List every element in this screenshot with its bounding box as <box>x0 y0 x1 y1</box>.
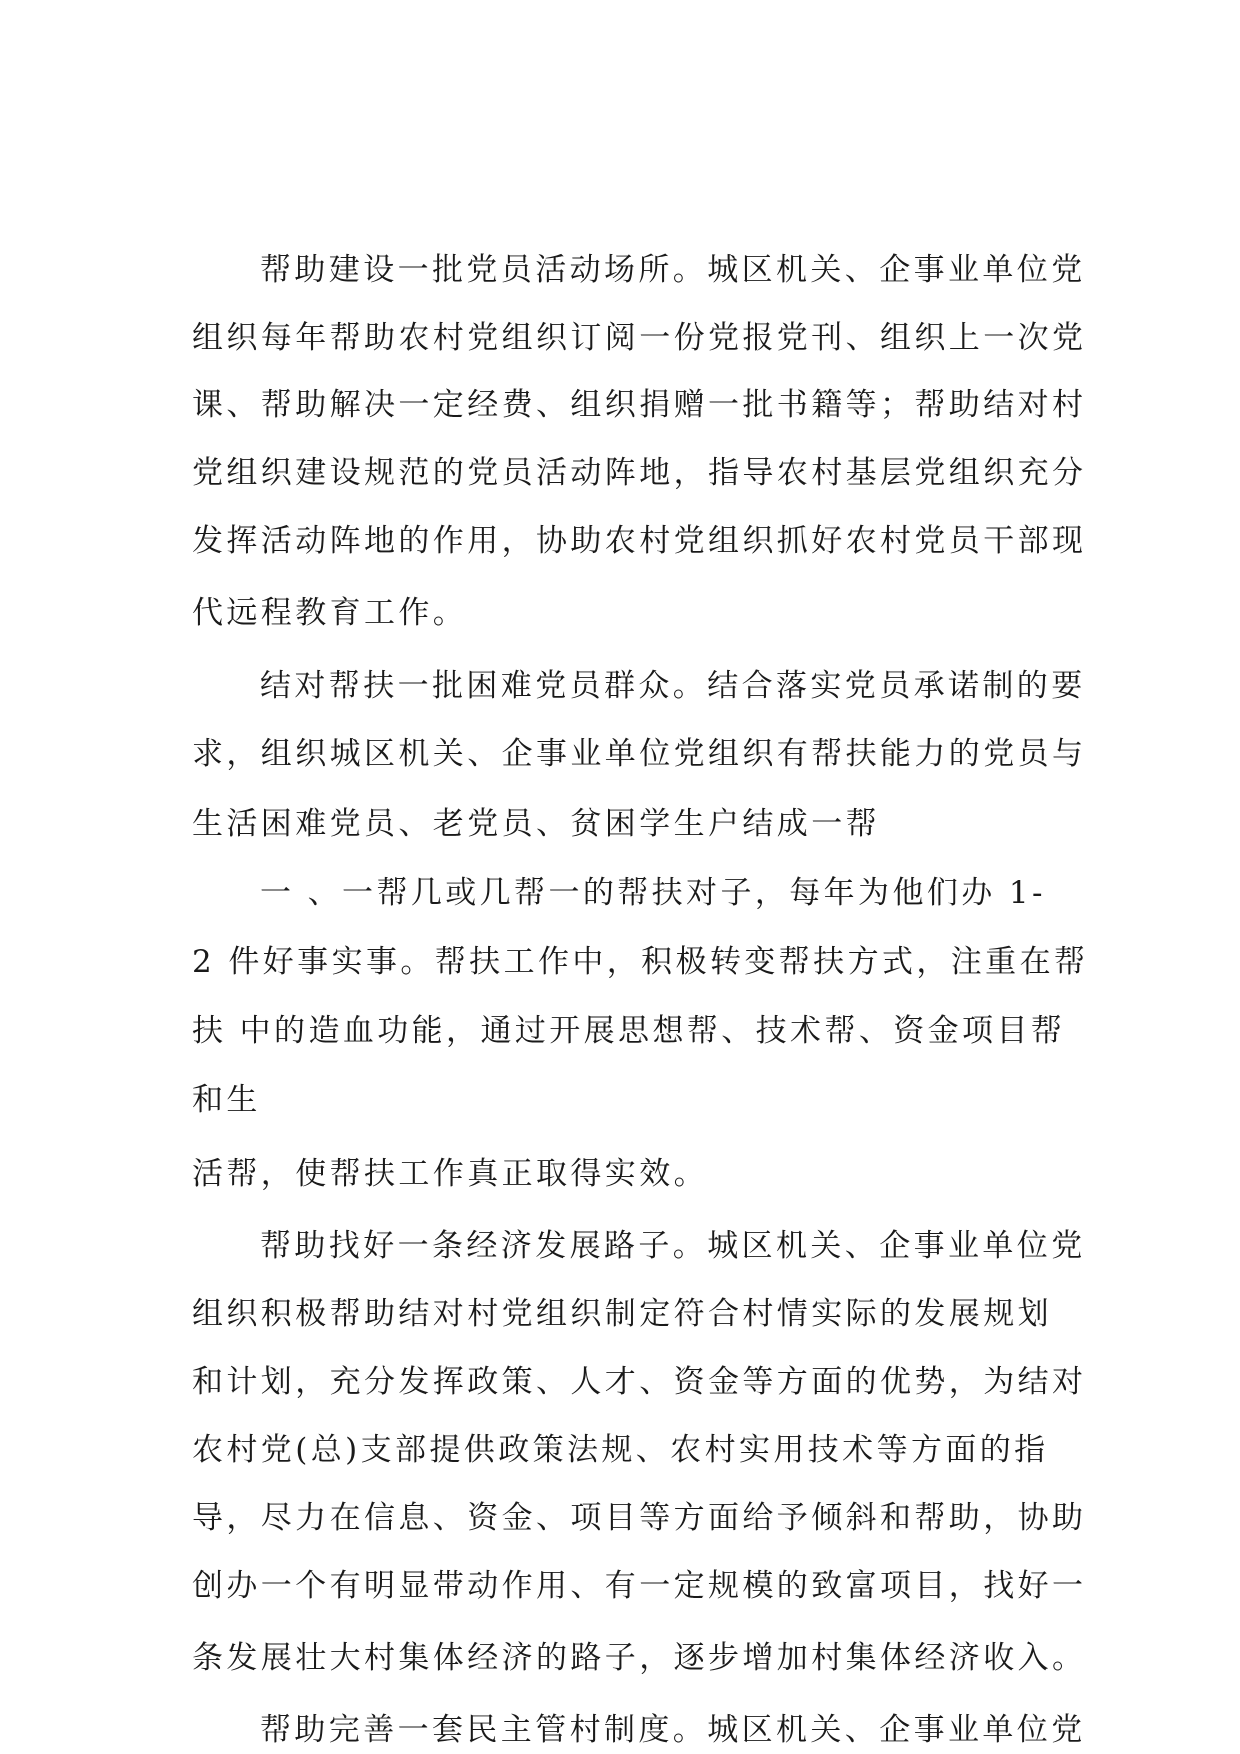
paragraph-2-line-2: 求，组织城区机关、企事业单位党组织有帮扶能力的党员与 <box>192 736 1087 772</box>
paragraph-4-line-4: 农村党(总)支部提供政策法规、农村实用技术等方面的指 <box>192 1432 1049 1468</box>
paragraph-4-line-1: 帮助找好一条经济发展路子。城区机关、企事业单位党 <box>260 1228 1086 1264</box>
paragraph-2-line-1: 结对帮扶一批困难党员群众。结合落实党员承诺制的要 <box>260 668 1086 704</box>
paragraph-1-line-3: 课、帮助解决一定经费、组织捐赠一批书籍等；帮助结对村 <box>192 387 1087 423</box>
paragraph-5-line-1: 帮助完善一套民主管村制度。城区机关、企事业单位党 <box>260 1712 1086 1748</box>
paragraph-3-line-5: 活帮，使帮扶工作真正取得实效。 <box>192 1156 708 1192</box>
paragraph-1-line-4: 党组织建设规范的党员活动阵地，指导农村基层党组织充分 <box>192 455 1087 491</box>
paragraph-1-line-2: 组织每年帮助农村党组织订阅一份党报党刊、组织上一次党 <box>192 320 1087 356</box>
paragraph-4-line-7: 条发展壮大村集体经济的路子，逐步增加村集体经济收入。 <box>192 1640 1087 1676</box>
paragraph-4-line-6: 创办一个有明显带动作用、有一定规模的致富项目，找好一 <box>192 1568 1087 1604</box>
paragraph-3-line-1: 一 、一帮几或几帮一的帮扶对子，每年为他们办 1- <box>260 875 1046 911</box>
paragraph-3-line-4: 和生 <box>192 1082 261 1118</box>
paragraph-1-line-6: 代远程教育工作。 <box>192 595 468 631</box>
paragraph-4-line-3: 和计划，充分发挥政策、人才、资金等方面的优势，为结对 <box>192 1364 1087 1400</box>
paragraph-4-line-2: 组织积极帮助结对村党组织制定符合村情实际的发展规划 <box>192 1296 1052 1332</box>
paragraph-1-line-1: 帮助建设一批党员活动场所。城区机关、企事业单位党 <box>260 252 1086 288</box>
paragraph-3-line-2: 2 件好事实事。帮扶工作中，积极转变帮扶方式，注重在帮 <box>192 944 1089 980</box>
paragraph-1-line-5: 发挥活动阵地的作用，协助农村党组织抓好农村党员干部现 <box>192 523 1087 559</box>
paragraph-2-line-3: 生活困难党员、老党员、贫困学生户结成一帮 <box>192 806 880 842</box>
paragraph-3-line-3: 扶 中的造血功能，通过开展思想帮、技术帮、资金项目帮 <box>192 1013 1066 1049</box>
paragraph-4-line-5: 导，尽力在信息、资金、项目等方面给予倾斜和帮助，协助 <box>192 1500 1087 1536</box>
